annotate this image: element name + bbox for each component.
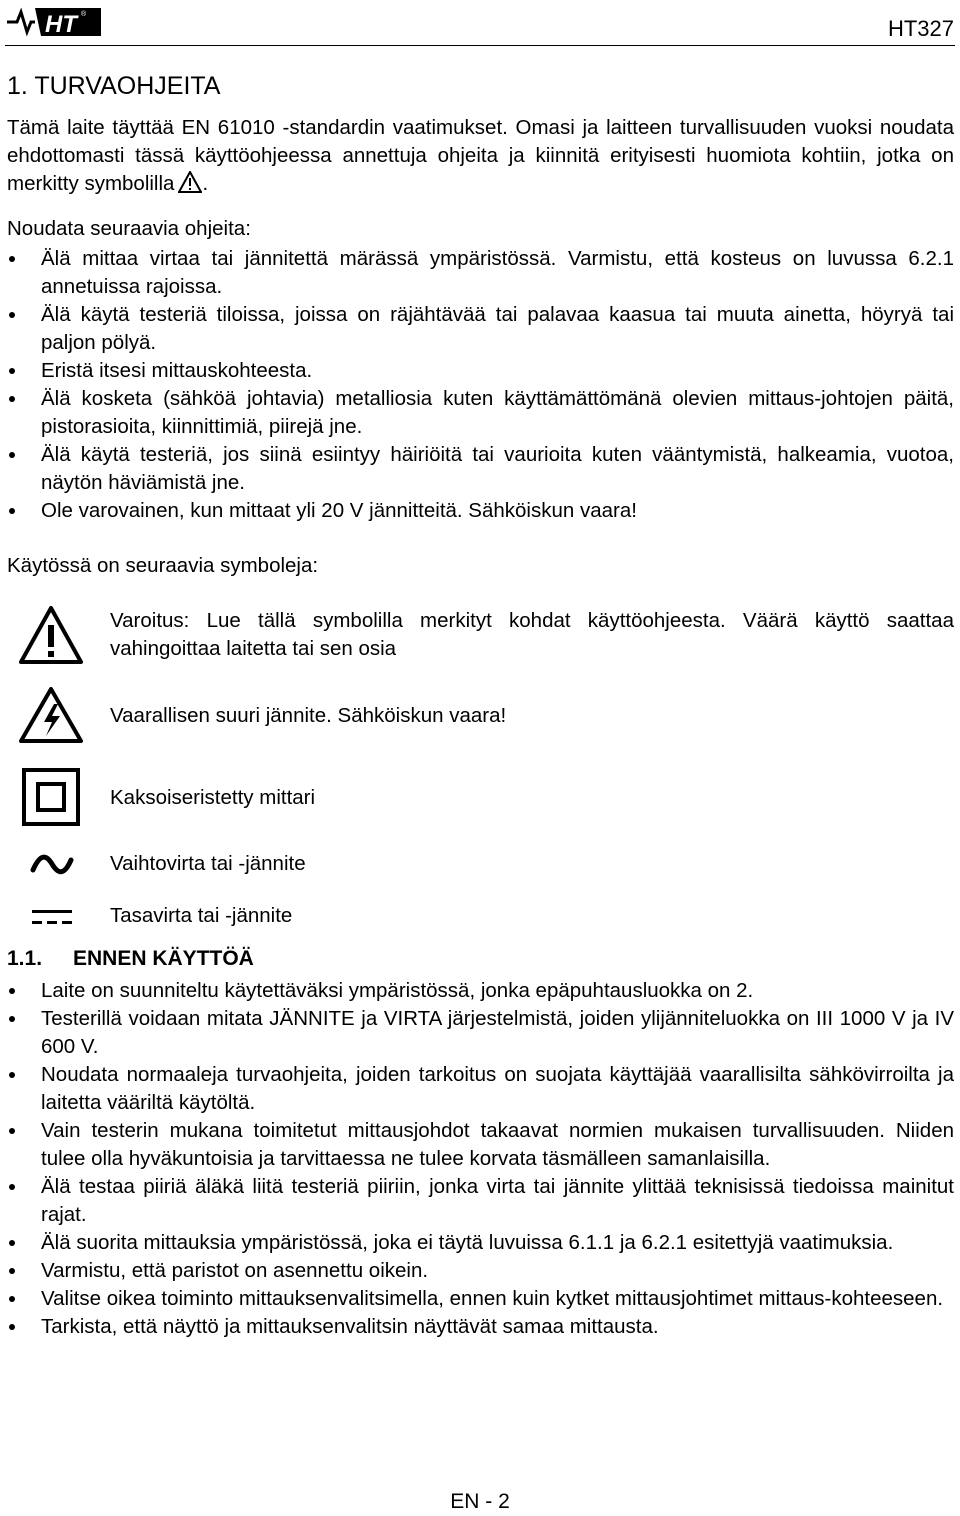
list-item: Älä mittaa virtaa tai jännitettä märässä ympäristössä. Varmistu, että kosteus on luvussa 6.2.1 annetuissa rajoissa. xyxy=(7,245,954,301)
dc-icon xyxy=(30,908,74,928)
list-item: Eristä itsesi mittauskohteesta. xyxy=(7,357,954,385)
symbol-description: Vaihtovirta tai -jännite xyxy=(110,852,306,875)
double-insulation-icon xyxy=(22,768,80,826)
list-item: Tarkista, että näyttö ja mittauksenvalitsin näyttävät samaa mittausta. xyxy=(7,1313,954,1341)
list-item: Älä kosketa (sähköä johtavia) metalliosia kuten käyttämättömänä olevien mittaus-johtojen päitä, pistorasioita, kiinnittimiä, piirejä jne. xyxy=(7,385,954,441)
subsection-number: 1.1. xyxy=(7,947,43,970)
subsection-heading: ENNEN KÄYTTÖÄ xyxy=(73,947,254,970)
list-item: Älä käytä testeriä, jos siinä esiintyy häiriöitä tai vaurioita kuten vääntymistä, halkeamia, vuotoa, näytön häviämistä jne. xyxy=(7,441,954,497)
follow-label: Noudata seuraavia ohjeita: xyxy=(7,217,251,240)
symbol-description: Tasavirta tai -jännite xyxy=(110,904,293,927)
svg-text:®: ® xyxy=(81,11,87,18)
symbol-description: Varoitus: Lue tällä symbolilla merkityt kohdat käyttöohjeesta. Väärä käyttö saattaa vahingoittaa laitetta tai sen osia xyxy=(110,609,954,660)
intro-paragraph xyxy=(7,114,954,198)
warning-triangle-icon xyxy=(178,171,202,193)
list-item: Valitse oikea toiminto mittauksenvalitsimella, ennen kuin kytket mittausjohtimet mittaus-kohteeseen. xyxy=(7,1285,954,1313)
header-divider xyxy=(5,45,955,46)
list-item: Ole varovainen, kun mittaat yli 20 V jännitteitä. Sähköiskun vaara! xyxy=(7,497,954,525)
warning-triangle-icon xyxy=(18,605,84,665)
svg-text:HT: HT xyxy=(45,11,77,38)
list-item: Vain testerin mukana toimitetut mittausjohdot takaavat normien mukaisen turvallisuuden. Niiden tulee olla hyväkuntoisia ja tarvittaessa ne tulee korvata täsmälleen samanlaisilla. xyxy=(7,1117,954,1173)
section-title: 1. TURVAOHJEITA xyxy=(7,72,221,100)
symbol-row-warning xyxy=(0,605,954,675)
ht-logo xyxy=(5,2,105,42)
model-number: HT327 xyxy=(887,16,954,41)
intro-end: . xyxy=(202,172,209,195)
safety-list xyxy=(7,245,954,525)
ac-tilde-icon xyxy=(30,852,74,878)
list-item: Älä käytä testeriä tiloissa, joissa on räjähtävää tai palavaa kaasua tai muuta ainetta, höyryä tai paljon pölyä. xyxy=(7,301,954,357)
symbol-row-double-insulation xyxy=(0,768,954,828)
page-number: EN - 2 xyxy=(450,1490,510,1513)
list-item: Älä testaa piiriä äläkä liitä testeriä piiriin, jonka virta tai jännite ylittää teknisissä tiedoissa mainitut rajat. xyxy=(7,1173,954,1229)
symbols-label: Käytössä on seuraavia symboleja: xyxy=(7,554,319,577)
list-item: Laite on suunniteltu käytettäväksi ympäristössä, jonka epäpuhtausluokka on 2. xyxy=(7,977,954,1005)
symbol-row-ac xyxy=(0,848,954,882)
intro-text: Tämä laite täyttää EN 61010 -standardin vaatimukset. Omasi ja laitteen turvallisuuden vuoksi noudata ehdottomasti tässä käyttöohjeessa annettuja ohjeita ja kiinnitä erityisesti huomiota kohtiin, jotka on merkitty symbolilla xyxy=(7,116,954,195)
subsection-title xyxy=(7,947,254,971)
list-item: Noudata normaaleja turvaohjeita, joiden tarkoitus on suojata käyttäjää vaarallisilta sähkövirroilta ja laitetta vääriltä käytöltä. xyxy=(7,1061,954,1117)
list-item: Testerillä voidaan mitata JÄNNITE ja VIRTA järjestelmistä, joiden ylijänniteluokka on III 1000 V ja IV 600 V. xyxy=(7,1005,954,1061)
list-item: Varmistu, että paristot on asennettu oikein. xyxy=(7,1257,954,1285)
high-voltage-icon xyxy=(18,686,84,744)
symbol-description: Vaarallisen suuri jännite. Sähköiskun vaara! xyxy=(110,704,507,727)
symbol-row-high-voltage xyxy=(0,686,954,746)
page-header xyxy=(0,0,960,48)
list-item: Älä suorita mittauksia ympäristössä, joka ei täytä luvuissa 6.1.1 ja 6.2.1 esitettyjä vaatimuksia. xyxy=(7,1229,954,1257)
before-use-list xyxy=(7,977,954,1341)
symbol-description: Kaksoiseristetty mittari xyxy=(110,786,316,809)
symbol-row-dc xyxy=(0,900,954,934)
